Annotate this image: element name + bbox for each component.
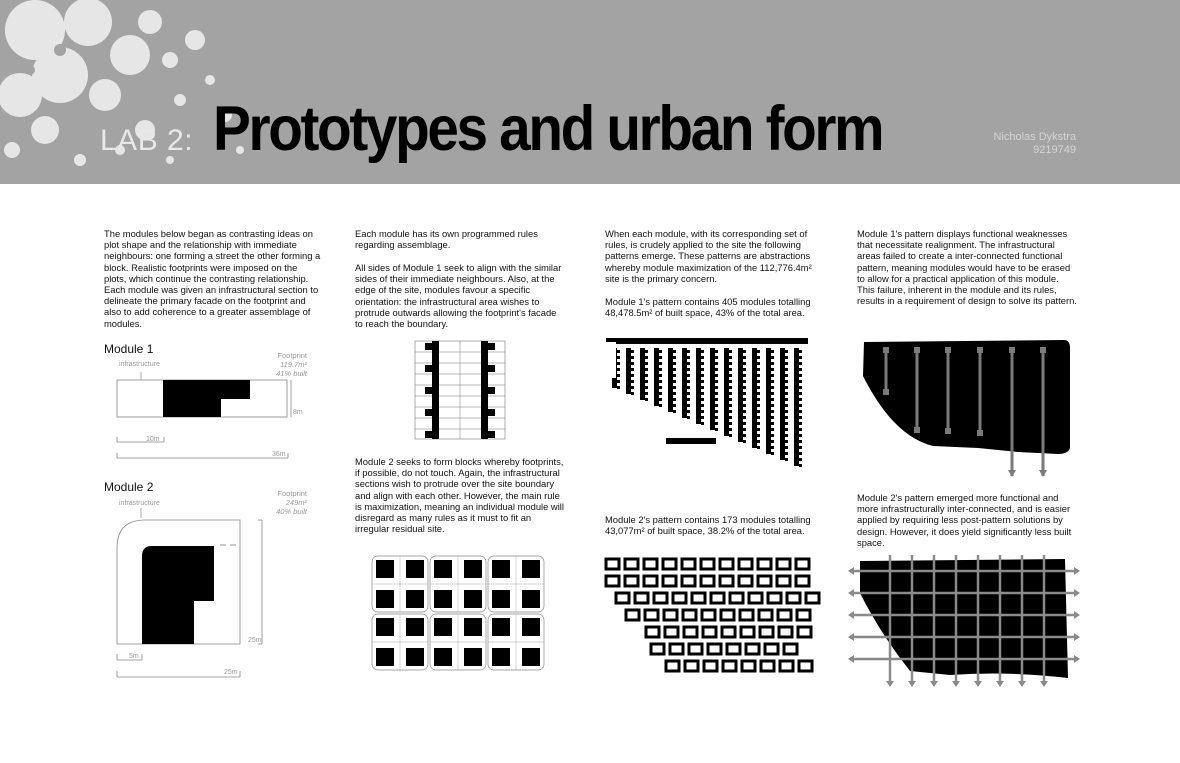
module1-infrastructure-label: infrastructure (119, 361, 160, 368)
module1-dim-length: 36m (272, 451, 286, 458)
module1-dim-infra: 10m (146, 436, 160, 443)
header-banner (0, 0, 1180, 184)
module2-footprint-pct: 40% built (276, 507, 307, 516)
column2-paragraph-3: Module 2 seeks to form blocks whereby footprints, if possible, do not touch. Again, the infrastructural sections wish to protrude over the site boundary and align with each other. However, the main rule is maximization, meaning an individual module will disregard as many rules as it must to fit an irregular residual site. (355, 456, 564, 535)
module1-site-pattern (604, 338, 819, 463)
author-name: Nicholas Dykstra (993, 131, 1076, 143)
column4-paragraph-1: Module 1's pattern displays functional weaknesses that necessitate realignment. The infrastructural areas failed to create a inter-connected functional pattern, meaning modules would have to be erased to allow for a practical application of this module. This failure, inherent in the module and its rules, results in a requirement of design to solve its pattern. (857, 228, 1077, 307)
module2-infrastructure-label: infrastructure (119, 500, 160, 507)
module2-dim-infra: 5m (129, 653, 139, 660)
module1-diagram (110, 370, 310, 460)
module2-assemblage-diagram (371, 555, 551, 680)
module1-dim-depth: 8m (293, 409, 303, 416)
column3-paragraph-3: Module 2's pattern contains 173 modules totalling 43,077m² of built space, 38.2% of the total area. (605, 514, 811, 537)
module1-footprint-pct: 41% built (276, 369, 307, 378)
module2-realignment-diagram (850, 553, 1080, 688)
module2-site-pattern (604, 555, 819, 680)
column3-paragraph-1: When each module, with its corresponding set of rules, is crudely applied to the site the following patterns emerge. These patterns are abstractions whereby module maximization of the 112,776.4m² site is the primary concern. (605, 228, 812, 284)
column4-paragraph-2: Module 2's pattern emerged more functional and more infrastructurally inter-connected, and is easier applied by requiring less post-pattern solutions by design. However, it does yield significantly less built space. (857, 492, 1072, 548)
module1-footprint-label: Footprint (277, 351, 307, 360)
author-id: 9219749 (1033, 144, 1076, 156)
module1-footprint-area: 119.7m² (280, 360, 307, 369)
intro-paragraph: The modules below began as contrasting ideas on plot shape and the relationship with immediate neighbours: one forming a street the other forming a block. Realistic footprints were imposed on the plots, which continue the contrasting relationship. Each module was given an infrastructural section to delineate the primary facade on the footprint and also to add coherence to a greater assemblage of modules. (104, 228, 321, 329)
module2-footprint-area: 249m² (285, 498, 307, 507)
module1-heading: Module 1 (104, 342, 154, 356)
module2-dim-side: 25m (248, 637, 262, 644)
column3-paragraph-2: Module 1's pattern contains 405 modules totalling 48,478.5m² of built space, 43% of the total area. (605, 296, 811, 319)
module2-dim-length: 25m (224, 669, 238, 676)
module1-assemblage-diagram (415, 341, 505, 441)
column2-paragraph-2: All sides of Module 1 seek to align with the similar sides of their immediate neighbours. Also, at the edge of the site, modules favour a specific orientation: the infrastructural area wishes to protrude outwards allowing the footprint's facade to reach the boundary. (355, 262, 562, 330)
lab-label: LAB 2: (100, 124, 194, 157)
module2-heading: Module 2 (104, 480, 154, 494)
column2-paragraph-1: Each module has its own programmed rules regarding assemblage. (355, 228, 538, 251)
module2-footprint-label: Footprint (277, 489, 307, 498)
page-title: Prototypes and urban form (213, 94, 883, 164)
module1-realignment-diagram (858, 336, 1073, 476)
author-block (993, 131, 1076, 157)
